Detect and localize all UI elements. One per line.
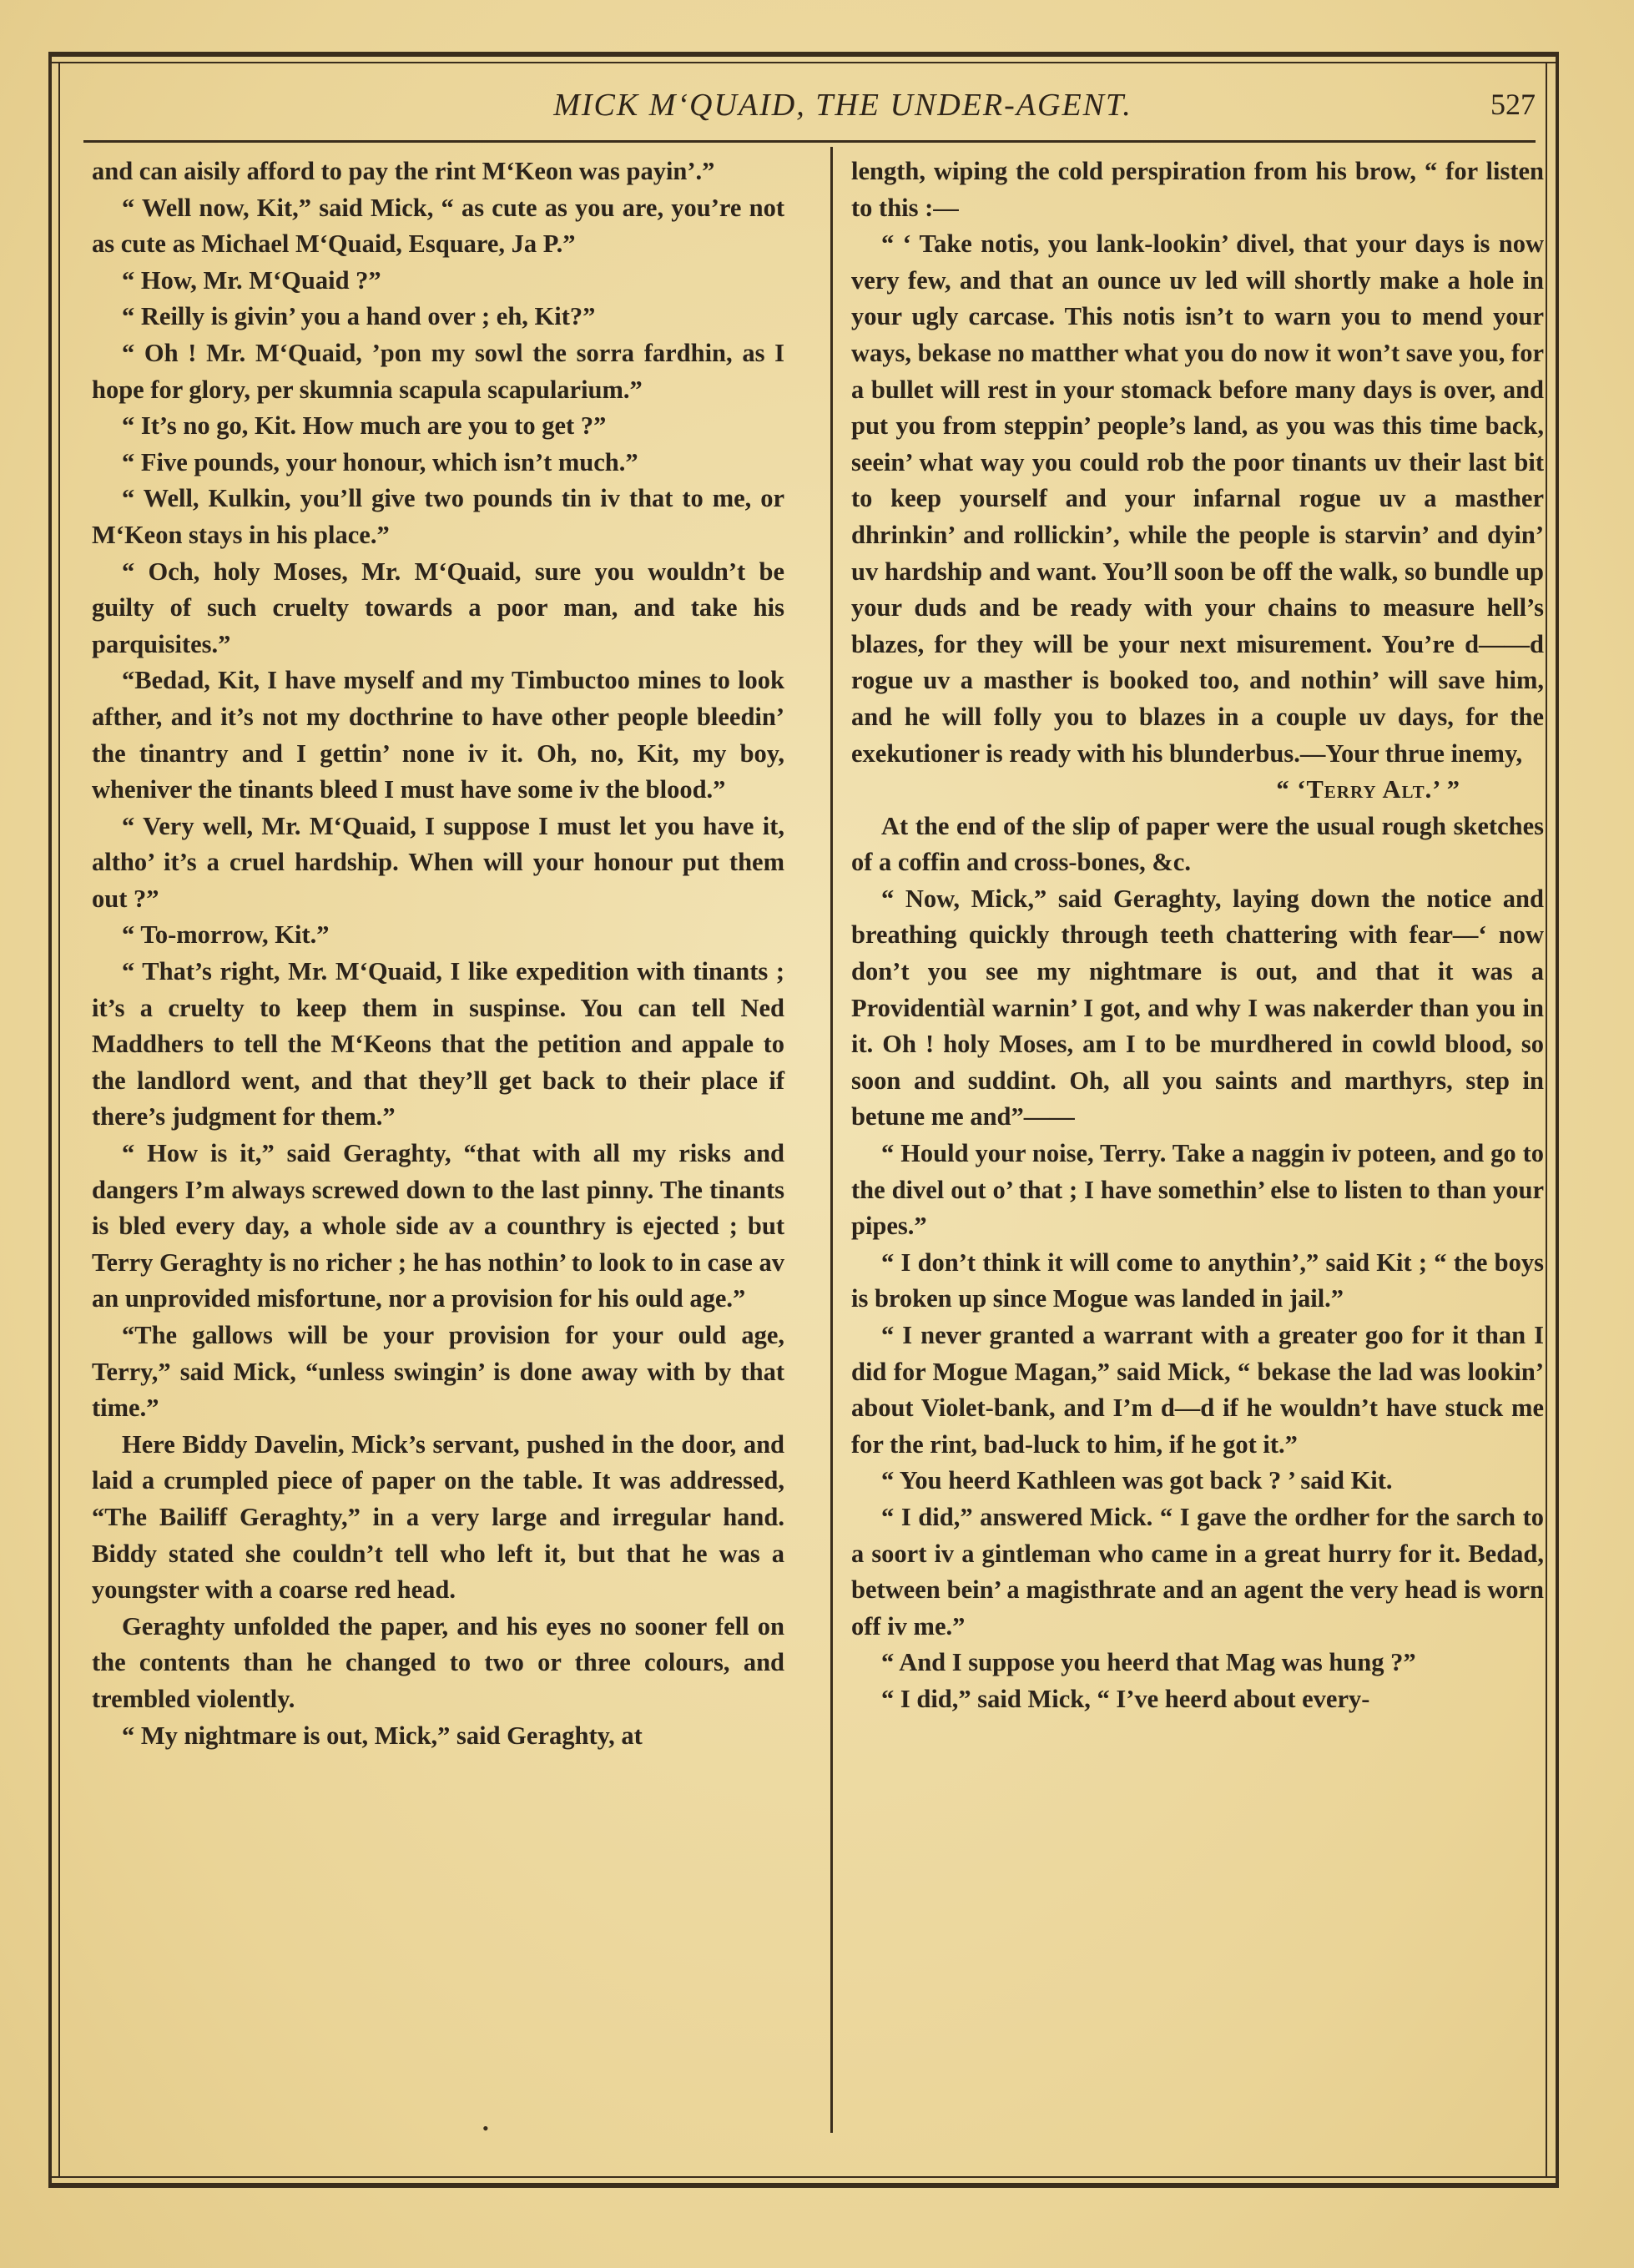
paragraph: “ Five pounds, your honour, which isn’t much.” <box>122 447 638 476</box>
frame-rule <box>48 62 1559 63</box>
paragraph: “ Oh ! Mr. M‘Quaid, ’pon my sowl the sorra fardhin, as I hope for glory, per skumnia scapula scapularium.” <box>92 338 784 404</box>
paragraph: “ Well now, Kit,” said Mick, “ as cute as you are, you’re not as cute as Michael M‘Quaid, Esquare, Ja P.” <box>92 193 784 259</box>
paragraph: At the end of the slip of paper were the usual rough sketches of a coffin and cross-bones, &c. <box>851 811 1544 877</box>
printer-mark-icon: • <box>482 2118 489 2139</box>
paragraph: “ Reilly is givin’ you a hand over ; eh, Kit?” <box>122 302 596 331</box>
frame-rule <box>48 2176 1559 2178</box>
paragraph: “ I never granted a warrant with a greater goo for it than I did for Mogue Magan,” said Mick, “ bekase the lad was lookin’ about Violet-bank, and I’m d—d if he wouldn’t have stuck me for the rint, bad-luck to him, if he got it.” <box>851 1321 1544 1459</box>
paragraph: and can aisily afford to pay the rint M‘Keon was payin’.” <box>92 157 715 185</box>
paragraph: “ I did,” said Mick, “ I’ve heerd about every- <box>881 1684 1370 1713</box>
paragraph: “ That’s right, Mr. M‘Quaid, I like expedition with tinants ; it’s a cruelty to keep them in suspinse. You can tell Ned Maddhers to tell the M‘Keons that the petition and appale to the landlord went, and that they’ll get back to their place if there’s judgment for them.” <box>92 957 784 1131</box>
running-title: MICK M‘QUAID, THE UNDER-AGENT. <box>553 88 1132 123</box>
frame-rule <box>1556 52 1559 2188</box>
left-column <box>92 154 784 1754</box>
paragraph: “ And I suppose you heerd that Mag was hung ?” <box>881 1648 1416 1677</box>
paragraph: “ You heerd Kathleen was got back ? ’ said Kit. <box>881 1466 1393 1495</box>
paragraph: “ How, Mr. M‘Quaid ?” <box>122 265 381 295</box>
frame-rule <box>48 52 52 2188</box>
frame-rule <box>48 2183 1559 2188</box>
header-rule <box>83 140 1536 143</box>
paragraph: Geraghty unfolded the paper, and his eyes no sooner fell on the contents than he changed to two or three colours, and trembled violently. <box>92 1611 784 1713</box>
frame-rule <box>1546 62 1547 2178</box>
paragraph: “ Very well, Mr. M‘Quaid, I suppose I must let you have it, altho’ it’s a cruel hardship. When will your honour put them out ?” <box>92 811 784 913</box>
paragraph: “ Och, holy Moses, Mr. M‘Quaid, sure you wouldn’t be guilty of such cruelty towards a poor man, and take his parquisites.” <box>92 557 784 658</box>
paragraph: “ How is it,” said Geraghty, “that with all my risks and dangers I’m always screwed down to the last pinny. The tinants is bled every day, a whole side av a counthry is ejected ; but Terry Geraghty is no richer ; he has nothin’ to look to in case av an unprovided misfortune, nor a provision for his ould age.” <box>92 1139 784 1313</box>
paragraph: “ Well, Kulkin, you’ll give two pounds tin iv that to me, or M‘Keon stays in his place.” <box>92 484 784 549</box>
frame-rule <box>48 52 1559 57</box>
right-column <box>851 154 1544 1718</box>
paragraph: “ I did,” answered Mick. “ I gave the ordher for the sarch to a soort iv a gintleman who came in a great hurry for it. Bedad, between bein’ a magisthrate and an agent the very head is worn off iv me.” <box>851 1502 1544 1641</box>
paragraph: “ My nightmare is out, Mick,” said Geraghty, at <box>122 1721 643 1750</box>
paragraph: “Bedad, Kit, I have myself and my Timbuctoo mines to look afther, and it’s not my docthrine to have other people bleedin’ the tinantry and I gettin’ none iv it. Oh, no, Kit, my boy, wheniver the tinants bleed I must have some iv the blood.” <box>92 666 784 804</box>
paragraph: Here Biddy Davelin, Mick’s servant, pushed in the door, and laid a crumpled piece of paper on the table. It was addressed, “The Bailiff Geraghty,” in a very large and irregular hand. Biddy stated she couldn’t tell who left it, but that he was a youngster with a coarse red head. <box>92 1429 784 1605</box>
paragraph: “ To-morrow, Kit.” <box>122 920 330 950</box>
paragraph: “ ‘ Take notis, you lank-lookin’ divel, that your days is now very few, and that an ounce uv led will shortly make a hole in your ugly carcase. This notis isn’t to warn you to mend your ways, bekase no matther what you do now it won’t save you, for a bullet will rest in your stomack before many days is over, and put you from steppin’ people’s land, as you was this time back, seein’ what way you could rob the poor tinants uv their last bit to keep yourself and your infarnal rogue uv a masther dhrinkin’ and rollickin’, while the people is starvin’ and dyin’ uv hardship and want. You’ll soon be off the walk, so bundle up your duds and be ready with your chains to measure hell’s blazes, for they will be your next misurement. You’re d——d rogue uv a masther is booked too, and nothin’ will save him, and he will folly you to blazes in a couple uv days, for the exekutioner is ready with his blunderbus.—Your thrue inemy, <box>851 229 1544 768</box>
frame-rule <box>58 62 60 2178</box>
page-number: 527 <box>1490 88 1536 121</box>
paragraph: “ It’s no go, Kit. How much are you to get ?” <box>122 411 607 441</box>
paragraph: “ Hould your noise, Terry. Take a naggin iv poteen, and go to the divel out o’ that ; I have somethin’ else to listen to than your pipes.” <box>851 1139 1544 1241</box>
paragraph: “The gallows will be your provision for your ould age, Terry,” said Mick, “unless swingin’ is done away with by that time.” <box>92 1321 784 1423</box>
column-divider <box>830 147 833 2133</box>
paragraph: “ I don’t think it will come to anythin’,” said Kit ; “ the boys is broken up since Mogue was landed in jail.” <box>851 1247 1544 1313</box>
paragraph: “ Now, Mick,” said Geraghty, laying down the notice and breathing quickly through teeth chattering with fear—‘ now don’t you see my nightmare is out, and that it was a Providentiàl warnin’ I got, and why I was nakerder than you in it. Oh ! holy Moses, am I to be murdhered in cowld blood, so soon and suddint. Oh, all you saints and marthyrs, step in betune me and”—— <box>851 884 1544 1131</box>
signature-line: “ ‘Terry Alt.’ ” <box>1276 775 1460 804</box>
paragraph: length, wiping the cold perspiration from his brow, “ for listen to this :— <box>851 157 1544 222</box>
